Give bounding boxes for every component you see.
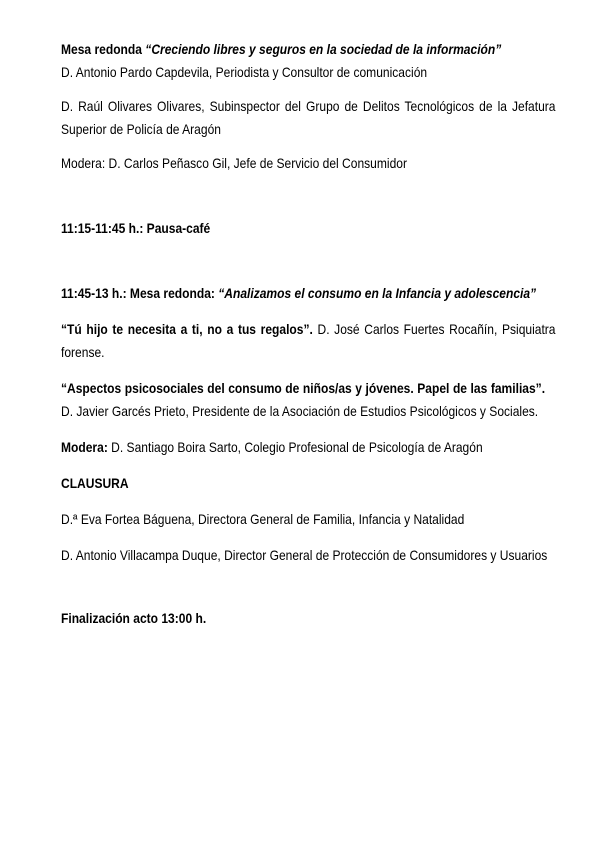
closing-speaker-2: D. Antonio Villacampa Duque, Director General de Protección de Consumidores y Usuarios: [61, 547, 548, 563]
session2-moderator-label: Modera:: [61, 439, 108, 455]
program-page: [61, 38, 556, 630]
session2-time-label: 11:45-13 h.: Mesa redonda:: [61, 285, 215, 301]
closing-speaker-1: D.ª Eva Fortea Báguena, Directora General de Familia, Infancia y Natalidad: [61, 511, 465, 527]
end-time: Finalización acto 13:00 h.: [61, 610, 207, 626]
session2-heading: [61, 282, 556, 305]
session2-moderator-name: D. Santiago Boira Sarto, Colegio Profesional de Psicología de Aragón: [111, 439, 483, 455]
session2-talk-1: [61, 318, 556, 364]
talk1-speaker: D. José Carlos Fuertes Rocañín, Psiquiatra forense.: [61, 321, 556, 360]
session1-title: “Creciendo libres y seguros en la sociedad de la información”: [145, 41, 502, 57]
session1-label: Mesa redonda: [61, 41, 142, 57]
session1-moderator: Modera: D. Carlos Peñasco Gil, Jefe de Servicio del Consumidor: [61, 155, 407, 171]
coffee-break: 11:15-11:45 h.: Pausa-café: [61, 220, 211, 236]
session1-heading: [61, 38, 556, 61]
session2-moderator: [61, 436, 556, 459]
session2-talk-2: [61, 377, 556, 423]
talk2-speaker: D. Javier Garcés Prieto, Presidente de la Asociación de Estudios Psicológicos y Sociales.: [61, 403, 539, 419]
talk1-title: “Tú hijo te necesita a ti, no a tus regalos”.: [61, 321, 313, 337]
talk2-title: “Aspectos psicosociales del consumo de niños/as y jóvenes. Papel de las familias”.: [61, 380, 546, 396]
session2-title: “Analizamos el consumo en la Infancia y adolescencia”: [218, 285, 537, 301]
session1-speaker-1: D. Antonio Pardo Capdevila, Periodista y Consultor de comunicación: [61, 64, 428, 80]
session1-speaker-2: D. Raúl Olivares Olivares, Subinspector del Grupo de Delitos Tecnológicos de la Jefatura Superior de Policía de Aragón: [61, 98, 556, 137]
closing-heading: CLAUSURA: [61, 475, 129, 491]
